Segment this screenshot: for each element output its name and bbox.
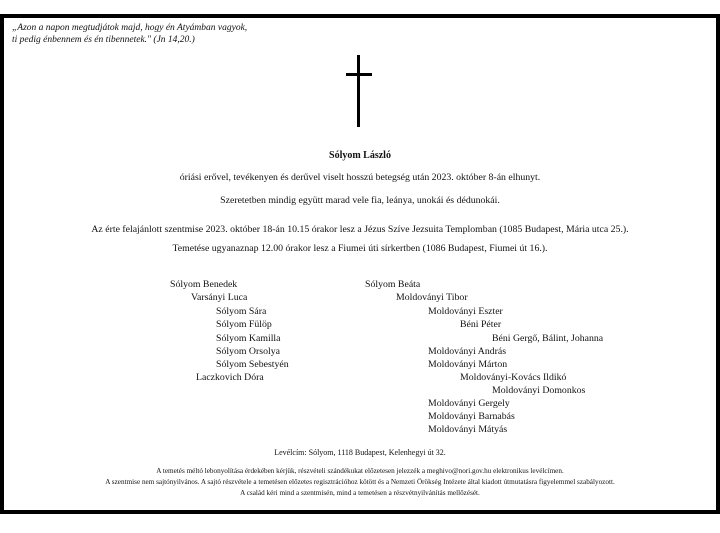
relative-name: Sólyom Kamilla [216, 333, 281, 344]
relative-name: Sólyom Benedek [170, 279, 238, 290]
relative-name: Moldoványi Domonkos [492, 385, 586, 396]
relative-name: Laczkovich Dóra [196, 372, 264, 383]
relative-name: Moldoványi Tibor [396, 292, 468, 303]
relative-name: Sólyom Orsolya [216, 346, 280, 357]
relative-name: Moldoványi Barnabás [428, 411, 515, 422]
relative-name: Moldoványi Gergely [428, 398, 510, 409]
relative-name: Sólyom Fülöp [216, 319, 272, 330]
relative-name: Béni Péter [460, 319, 502, 330]
relative-name: Sólyom Sára [216, 306, 267, 317]
footer-press: A szentmise nem sajtónyilvános. A sajtó részvétele a temetésen előzetes regisztrációhoz kötött és a Nemzeti Örökség Intézete által kiadott útmutatásra figyelemmel szabályozott. [105, 478, 615, 486]
bible-quote [12, 22, 312, 46]
memory-line: Szeretetben mindig együtt marad vele fia, leánya, unokái és dédunokái. [220, 195, 500, 206]
mailing-address: Levélcím: Sólyom, 1118 Budapest, Kelenhegyi út 32. [274, 448, 446, 457]
funeral-info: Temetése ugyanaznap 12.00 órakor lesz a Fiumei úti sírkertben (1086 Budapest, Fiumei út 16.). [172, 243, 548, 254]
relative-name: Sólyom Beáta [365, 279, 421, 290]
relative-name: Moldoványi Mátyás [428, 424, 508, 435]
relative-name: Moldoványi Márton [428, 359, 508, 370]
death-announcement: óriási erővel, tevékenyen és derűvel viselt hosszú betegség után 2023. október 8-án elhunyt. [179, 172, 541, 183]
relative-name: Moldoványi András [428, 346, 507, 357]
relative-name: Sólyom Sebestyén [216, 359, 289, 370]
quote-line-1: „Azon a napon megtudjátok majd, hogy én Atyámban vagyok, [12, 23, 248, 33]
relative-name: Moldoványi Eszter [428, 306, 503, 317]
relative-name: Moldoványi-Kovács Ildikó [460, 372, 567, 383]
relative-name: Varsányi Luca [191, 292, 248, 303]
mass-info: Az érte felajánlott szentmise 2023. október 18-án 10.15 órakor lesz a Jézus Szíve Jezsuita Templomban (1085 Budapest, Mária utca 25.). [91, 224, 629, 235]
quote-line-2: ti pedig énbennem és én tibennetek." (Jn 14,20.) [12, 35, 195, 45]
deceased-name: Sólyom László [329, 150, 391, 161]
cross-icon [344, 55, 374, 127]
footer-condolences: A család kéri mind a szentmisén, mind a temetésen a részvétnyilvánítás mellőzését. [240, 489, 480, 497]
footer-rsvp: A temetés méltó lebonyolítása érdekében kérjük, részvételi szándékukat előzetesen jelezzék a meghivo@nori.gov.hu elektronikus levélcímen. [156, 467, 564, 475]
relative-name: Béni Gergő, Bálint, Johanna [492, 333, 604, 344]
